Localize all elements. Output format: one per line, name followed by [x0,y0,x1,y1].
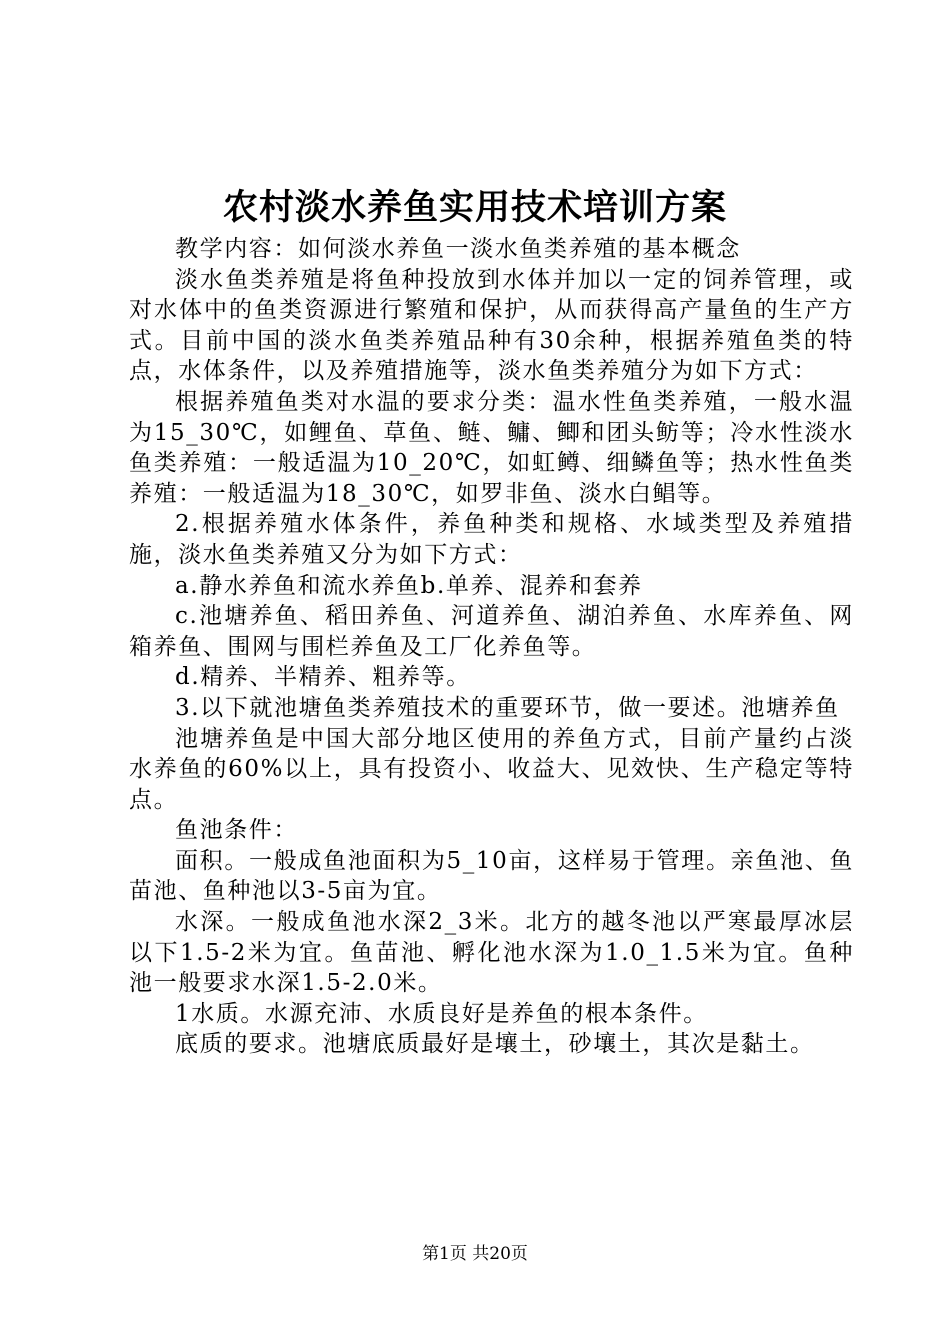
paragraph-water-temperature: 根据养殖鱼类对水温的要求分类：温水性鱼类养殖，一般水温为15_30℃，如鲤鱼、草鱼、鲢、鳙、鲫和团头鲂等；冷水性淡水鱼类养殖：一般适温为10_20℃，如虹鳟、细鳞鱼等；热水性鱼类养殖：一般适温为18_30℃，如罗非鱼、淡水白鲳等。 [129,388,854,507]
paragraph-area: 面积。一般成鱼池面积为5_10亩，这样易于管理。亲鱼池、鱼苗池、鱼种池以3-5亩为宜。 [129,847,854,905]
paragraph-teaching-content: 教学内容：如何淡水养鱼一淡水鱼类养殖的基本概念 [175,236,741,262]
paragraph-water-quality: 1水质。水源充沛、水质良好是养鱼的根本条件。 [175,1000,708,1027]
paragraph-definition: 淡水鱼类养殖是将鱼种投放到水体并加以一定的饲养管理，或对水体中的鱼类资源进行繁殖和保护，从而获得高产量鱼的生产方式。目前中国的淡水鱼类养殖品种有30余种，根据养殖鱼类的特点，水体条件，以及养殖措施等，淡水鱼类养殖分为如下方式： [129,266,854,385]
paragraph-item-d: d.精养、半精养、粗养等。 [175,664,471,691]
paragraph-pond-overview: 3.以下就池塘鱼类养殖技术的重要环节，做一要述。池塘养鱼 [175,694,840,721]
paragraph-water-body-types: 2.根据养殖水体条件，养鱼种类和规格、水域类型及养殖措施，淡水鱼类养殖又分为如下方式： [129,511,854,568]
paragraph-pond-features: 池塘养鱼是中国大部分地区使用的养鱼方式，目前产量约占淡水养鱼的60%以上，具有投资小、收益大、见效快、生产稳定等特点。 [129,725,854,813]
paragraph-item-a-b: a.静水养鱼和流水养鱼b.单养、混养和套养 [175,572,643,599]
document-body [129,234,854,1060]
paragraph-bottom-soil: 底质的要求。池塘底质最好是壤土，砂壤土，其次是黏土。 [175,1031,815,1058]
page-footer: 第1页 共20页 [422,1244,528,1264]
document-title: 农村淡水养鱼实用技术培训方案 [222,187,727,228]
paragraph-water-depth: 水深。一般成鱼池水深2_3米。北方的越冬池以严寒最厚冰层以下1.5-2米为宜。鱼苗池、孵化池水深为1.0_1.5米为宜。鱼种池一般要求水深1.5-2.0米。 [129,909,854,997]
paragraph-pond-conditions: 鱼池条件： [175,817,298,844]
paragraph-item-c: c.池塘养鱼、稻田养鱼、河道养鱼、湖泊养鱼、水库养鱼、网箱养鱼、围网与围栏养鱼及工厂化养鱼等。 [129,603,854,660]
